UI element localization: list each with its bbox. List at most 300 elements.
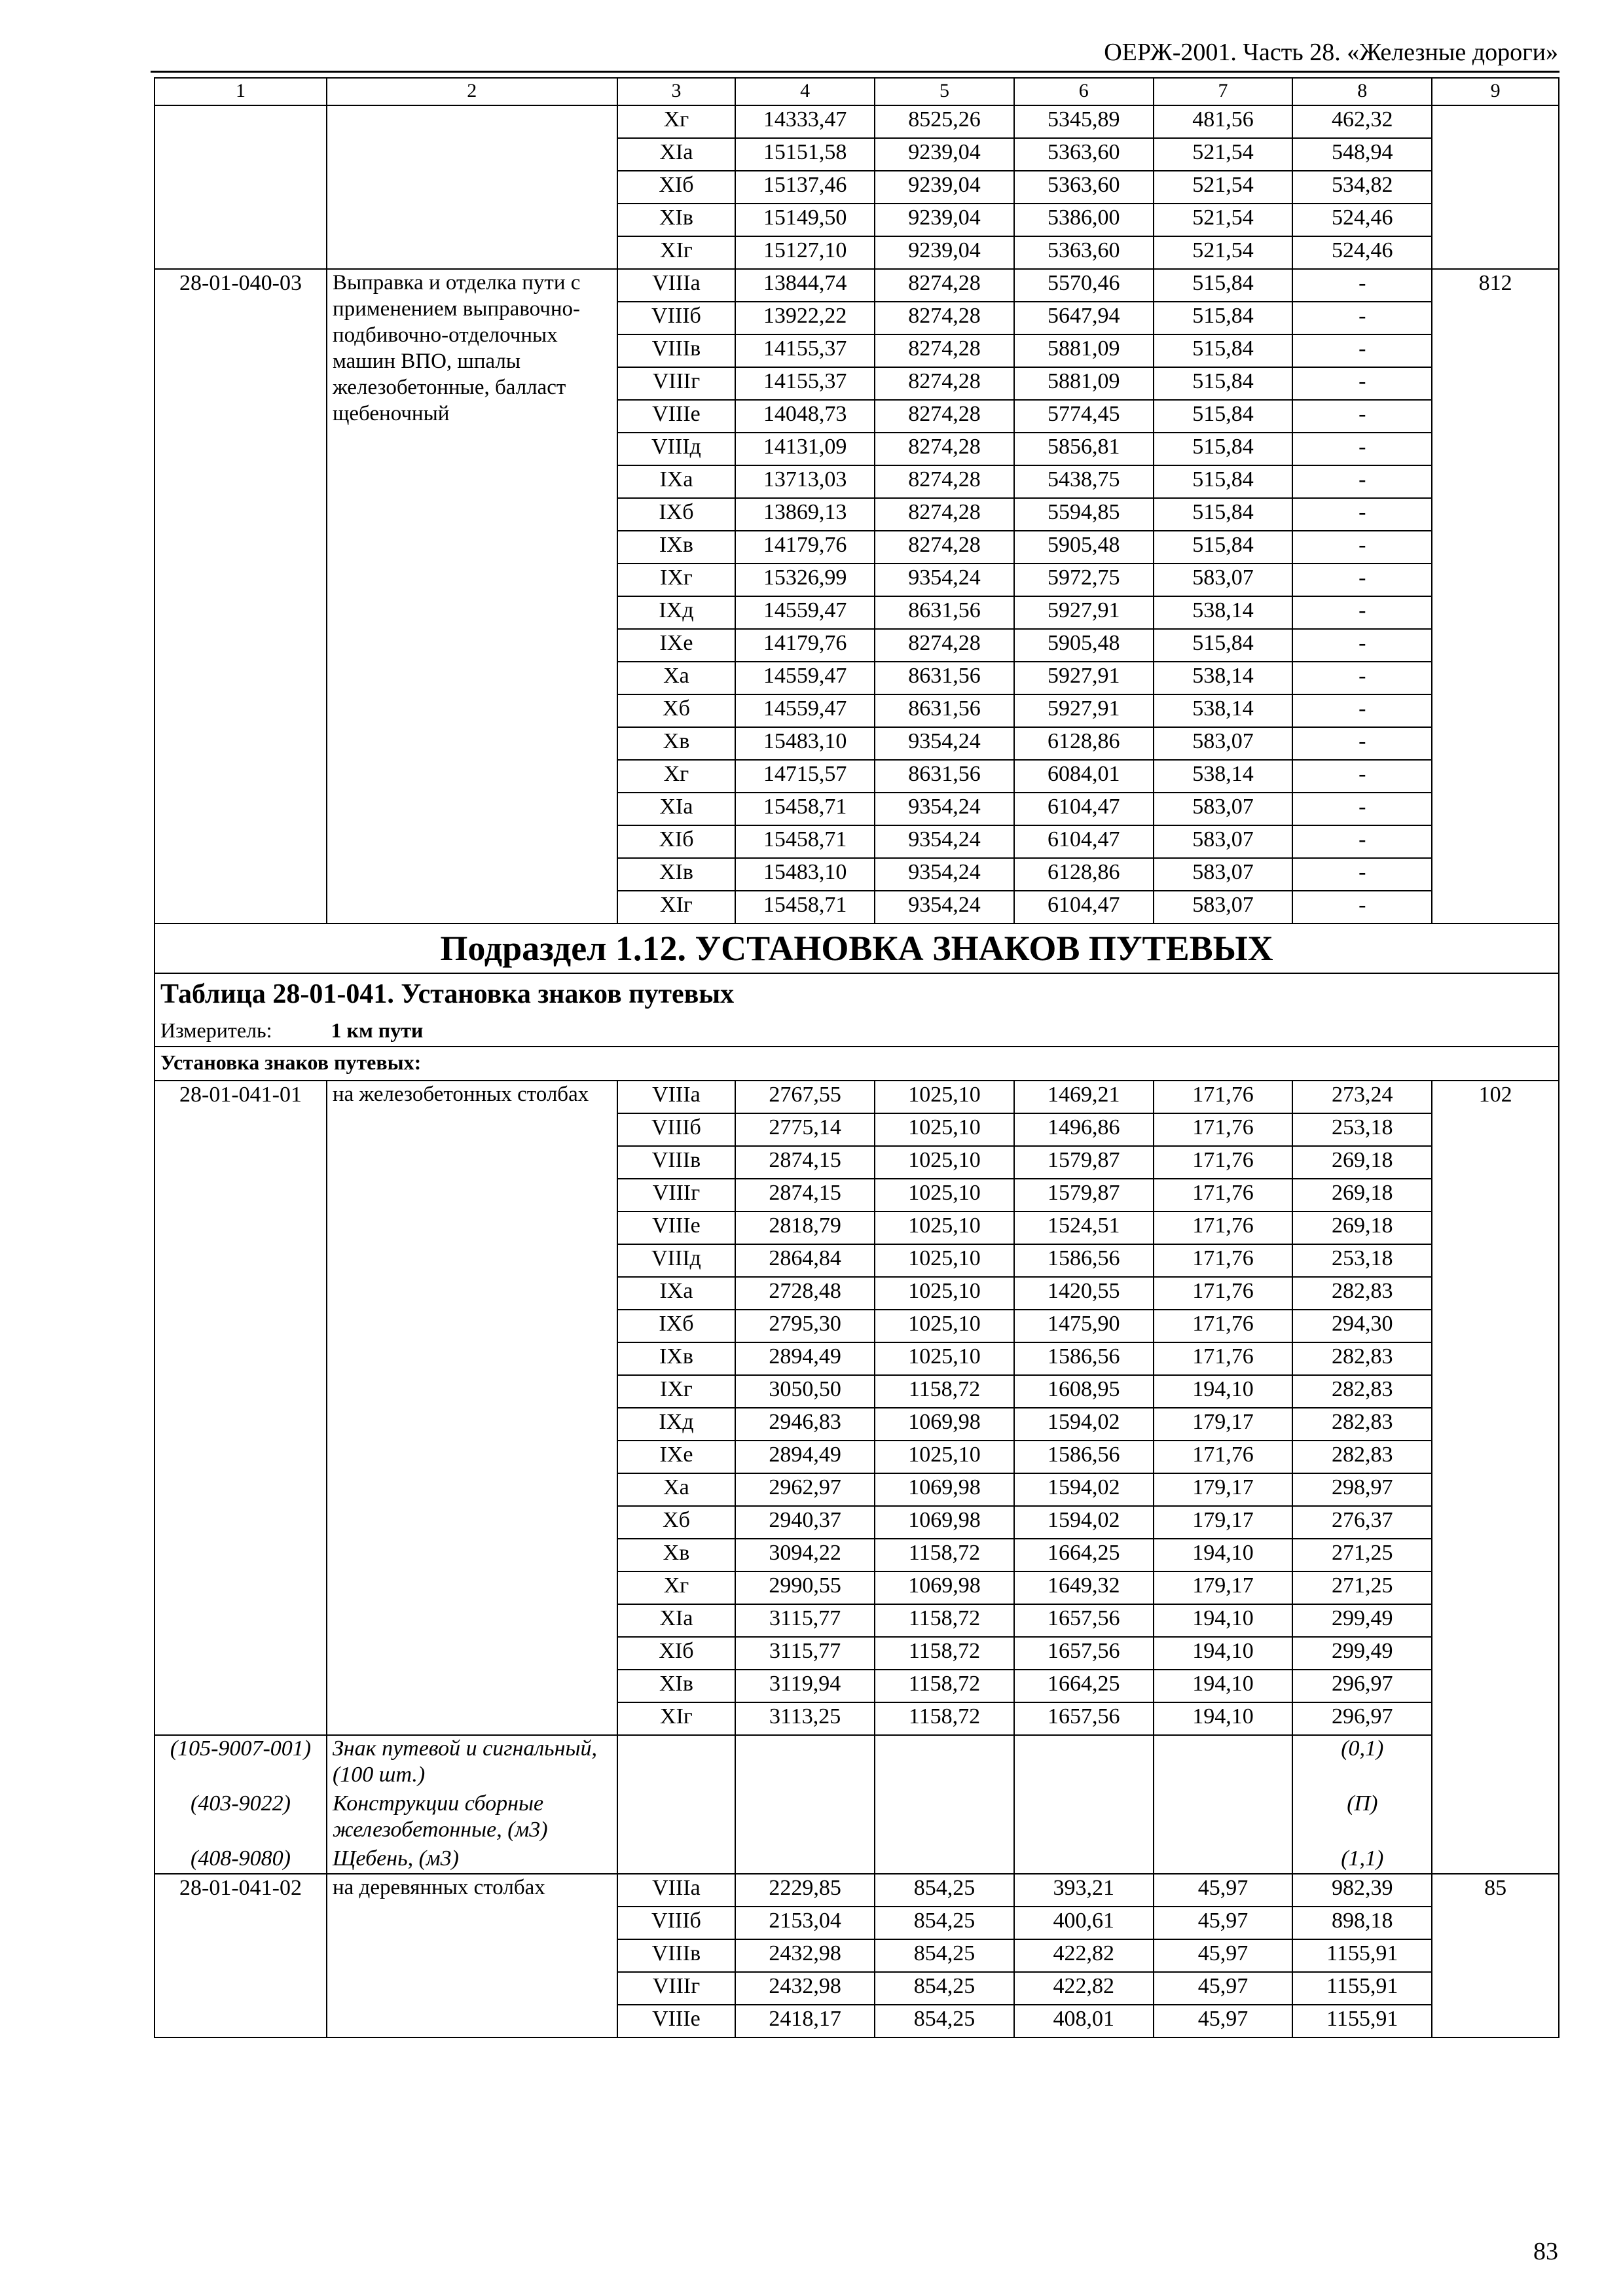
value-cell: 15483,10 bbox=[735, 727, 875, 760]
value-cell: 299,49 bbox=[1292, 1637, 1432, 1670]
value-cell: 194,10 bbox=[1154, 1604, 1293, 1637]
zone-cell: IXв bbox=[617, 1342, 736, 1375]
value-cell: 2728,48 bbox=[735, 1277, 875, 1310]
value-cell: 14715,57 bbox=[735, 760, 875, 793]
value-cell: 6084,01 bbox=[1014, 760, 1154, 793]
value-cell: 583,07 bbox=[1154, 564, 1293, 596]
value-cell: 5856,81 bbox=[1014, 433, 1154, 465]
value-cell: 282,83 bbox=[1292, 1375, 1432, 1408]
value-cell: 3050,50 bbox=[735, 1375, 875, 1408]
value-cell: - bbox=[1292, 891, 1432, 924]
zone-cell: IXб bbox=[617, 1310, 736, 1342]
value-cell: - bbox=[1292, 302, 1432, 334]
subheader-row bbox=[155, 1047, 1559, 1081]
zone-cell: VIIIд bbox=[617, 433, 736, 465]
value-cell: 8274,28 bbox=[875, 334, 1014, 367]
value-cell: 3113,25 bbox=[735, 1702, 875, 1735]
value-cell: 524,46 bbox=[1292, 204, 1432, 236]
value-cell: 583,07 bbox=[1154, 793, 1293, 825]
value-cell: 6128,86 bbox=[1014, 727, 1154, 760]
value-cell: 1069,98 bbox=[875, 1571, 1014, 1604]
value-cell: 515,84 bbox=[1154, 334, 1293, 367]
value-cell: 1594,02 bbox=[1014, 1506, 1154, 1539]
value-cell: 515,84 bbox=[1154, 433, 1293, 465]
value-cell: - bbox=[1292, 531, 1432, 564]
value-cell: 9239,04 bbox=[875, 171, 1014, 204]
value-cell: 15137,46 bbox=[735, 171, 875, 204]
value-cell: 294,30 bbox=[1292, 1310, 1432, 1342]
value-cell: 1025,10 bbox=[875, 1179, 1014, 1211]
value-cell: 8631,56 bbox=[875, 662, 1014, 694]
value-cell: 1657,56 bbox=[1014, 1604, 1154, 1637]
value-cell: 194,10 bbox=[1154, 1670, 1293, 1702]
resource-code-item: (408-9080) bbox=[191, 1846, 291, 1871]
value-cell: 1025,10 bbox=[875, 1081, 1014, 1113]
empty-cell bbox=[1154, 1735, 1293, 1874]
value-cell: 3119,94 bbox=[735, 1670, 875, 1702]
value-cell: - bbox=[1292, 662, 1432, 694]
value-cell: 13713,03 bbox=[735, 465, 875, 498]
value-cell: 538,14 bbox=[1154, 760, 1293, 793]
value-cell: 515,84 bbox=[1154, 269, 1293, 302]
value-cell: 1025,10 bbox=[875, 1342, 1014, 1375]
zone-cell: XIг bbox=[617, 1702, 736, 1735]
running-header: ОЕРЖ-2001. Часть 28. «Железные дороги» bbox=[1104, 39, 1558, 66]
zone-cell: Xг bbox=[617, 760, 736, 793]
value-cell: 2894,49 bbox=[735, 1342, 875, 1375]
page-number: 83 bbox=[1533, 2238, 1558, 2265]
value-cell: 1025,10 bbox=[875, 1211, 1014, 1244]
value-cell: 5363,60 bbox=[1014, 236, 1154, 269]
zone-cell: IXв bbox=[617, 531, 736, 564]
subheader: Установка знаков путевых: bbox=[155, 1047, 1559, 1081]
zone-cell: XIб bbox=[617, 825, 736, 858]
value-cell: 1657,56 bbox=[1014, 1637, 1154, 1670]
value-cell: 14179,76 bbox=[735, 531, 875, 564]
rate-description bbox=[327, 105, 617, 269]
value-cell: 854,25 bbox=[875, 1907, 1014, 1939]
value-cell: 5594,85 bbox=[1014, 498, 1154, 531]
value-cell: 253,18 bbox=[1292, 1244, 1432, 1277]
value-cell: - bbox=[1292, 433, 1432, 465]
value-cell: 2940,37 bbox=[735, 1506, 875, 1539]
labor-cost-cell: 85 bbox=[1432, 1874, 1559, 2037]
measure-row bbox=[155, 1017, 1559, 1047]
zone-cell: VIIIб bbox=[617, 302, 736, 334]
value-cell: - bbox=[1292, 694, 1432, 727]
value-cell: 534,82 bbox=[1292, 171, 1432, 204]
value-cell: 2962,97 bbox=[735, 1473, 875, 1506]
value-cell: - bbox=[1292, 367, 1432, 400]
value-cell: 15483,10 bbox=[735, 858, 875, 891]
value-cell: 854,25 bbox=[875, 1874, 1014, 1907]
data-row bbox=[155, 1081, 1559, 1113]
resource-value bbox=[1292, 1735, 1432, 1874]
value-cell: 854,25 bbox=[875, 2005, 1014, 2037]
column-number: 7 bbox=[1154, 78, 1293, 105]
value-cell: 14155,37 bbox=[735, 334, 875, 367]
column-number: 1 bbox=[155, 78, 327, 105]
value-cell: 8274,28 bbox=[875, 531, 1014, 564]
rate-description: Выправка и отделка пути с применением выправочно-подбивочно-отделочных машин ВПО, шпалы железобетонные, балласт щебеночный bbox=[327, 269, 617, 924]
value-cell: 171,76 bbox=[1154, 1277, 1293, 1310]
value-cell: 298,97 bbox=[1292, 1473, 1432, 1506]
rate-code: 28-01-041-01 bbox=[155, 1081, 327, 1735]
value-cell: 583,07 bbox=[1154, 825, 1293, 858]
value-cell: 1579,87 bbox=[1014, 1146, 1154, 1179]
value-cell: 8274,28 bbox=[875, 367, 1014, 400]
value-cell: 2775,14 bbox=[735, 1113, 875, 1146]
value-cell: 179,17 bbox=[1154, 1506, 1293, 1539]
zone-cell: VIIIд bbox=[617, 1244, 736, 1277]
resource-value-item: (1,1) bbox=[1341, 1846, 1384, 1871]
value-cell: 854,25 bbox=[875, 1972, 1014, 2005]
zone-cell: VIIIе bbox=[617, 2005, 736, 2037]
value-cell: 2153,04 bbox=[735, 1907, 875, 1939]
zone-cell: IXд bbox=[617, 596, 736, 629]
value-cell: 5881,09 bbox=[1014, 334, 1154, 367]
value-cell: 521,54 bbox=[1154, 236, 1293, 269]
value-cell: 8631,56 bbox=[875, 760, 1014, 793]
zone-cell: IXд bbox=[617, 1408, 736, 1441]
value-cell: 1586,56 bbox=[1014, 1244, 1154, 1277]
value-cell: 271,25 bbox=[1292, 1571, 1432, 1604]
value-cell: 1025,10 bbox=[875, 1310, 1014, 1342]
column-number: 5 bbox=[875, 78, 1014, 105]
value-cell: 8274,28 bbox=[875, 302, 1014, 334]
value-cell: 1524,51 bbox=[1014, 1211, 1154, 1244]
zone-cell: IXа bbox=[617, 465, 736, 498]
measure-label: Измеритель: bbox=[160, 1018, 272, 1042]
zone-cell: VIIIа bbox=[617, 1081, 736, 1113]
zone-cell: XIа bbox=[617, 793, 736, 825]
value-cell: 481,56 bbox=[1154, 105, 1293, 138]
measure-cell bbox=[155, 1017, 1559, 1047]
value-cell: 1069,98 bbox=[875, 1473, 1014, 1506]
value-cell: 269,18 bbox=[1292, 1179, 1432, 1211]
value-cell: 13869,13 bbox=[735, 498, 875, 531]
value-cell: 2946,83 bbox=[735, 1408, 875, 1441]
value-cell: 538,14 bbox=[1154, 662, 1293, 694]
value-cell: 2818,79 bbox=[735, 1211, 875, 1244]
column-number: 6 bbox=[1014, 78, 1154, 105]
value-cell: 15326,99 bbox=[735, 564, 875, 596]
resource-name bbox=[327, 1735, 617, 1874]
value-cell: 9354,24 bbox=[875, 858, 1014, 891]
value-cell: 14559,47 bbox=[735, 662, 875, 694]
value-cell: 1025,10 bbox=[875, 1244, 1014, 1277]
zone-cell: VIIIе bbox=[617, 1211, 736, 1244]
zone-cell: XIв bbox=[617, 858, 736, 891]
labor-cost-cell: 812 bbox=[1432, 269, 1559, 924]
value-cell: 548,94 bbox=[1292, 138, 1432, 171]
value-cell: 515,84 bbox=[1154, 367, 1293, 400]
value-cell: 9239,04 bbox=[875, 138, 1014, 171]
zone-cell: XIг bbox=[617, 236, 736, 269]
column-number: 2 bbox=[327, 78, 617, 105]
value-cell: 9354,24 bbox=[875, 891, 1014, 924]
value-cell: - bbox=[1292, 564, 1432, 596]
zone-cell: Xв bbox=[617, 727, 736, 760]
value-cell: 282,83 bbox=[1292, 1441, 1432, 1473]
value-cell: - bbox=[1292, 596, 1432, 629]
zone-cell: IXе bbox=[617, 1441, 736, 1473]
value-cell: 45,97 bbox=[1154, 1907, 1293, 1939]
value-cell: 2795,30 bbox=[735, 1310, 875, 1342]
value-cell: 1155,91 bbox=[1292, 1939, 1432, 1972]
value-cell: 2894,49 bbox=[735, 1441, 875, 1473]
value-cell: 8274,28 bbox=[875, 269, 1014, 302]
value-cell: 538,14 bbox=[1154, 694, 1293, 727]
value-cell: 194,10 bbox=[1154, 1539, 1293, 1571]
value-cell: 1594,02 bbox=[1014, 1473, 1154, 1506]
value-cell: 194,10 bbox=[1154, 1702, 1293, 1735]
zone-cell: VIIIв bbox=[617, 1939, 736, 1972]
value-cell: 1069,98 bbox=[875, 1506, 1014, 1539]
measure-value: 1 км пути bbox=[331, 1018, 424, 1042]
value-cell: 5774,45 bbox=[1014, 400, 1154, 433]
value-cell: 521,54 bbox=[1154, 171, 1293, 204]
value-cell: 1586,56 bbox=[1014, 1342, 1154, 1375]
value-cell: - bbox=[1292, 465, 1432, 498]
empty-cell bbox=[875, 1735, 1014, 1874]
value-cell: 179,17 bbox=[1154, 1408, 1293, 1441]
value-cell: 5570,46 bbox=[1014, 269, 1154, 302]
value-cell: 515,84 bbox=[1154, 498, 1293, 531]
value-cell: 171,76 bbox=[1154, 1310, 1293, 1342]
value-cell: 171,76 bbox=[1154, 1081, 1293, 1113]
value-cell: 515,84 bbox=[1154, 629, 1293, 662]
value-cell: 179,17 bbox=[1154, 1571, 1293, 1604]
value-cell: 269,18 bbox=[1292, 1211, 1432, 1244]
value-cell: 296,97 bbox=[1292, 1702, 1432, 1735]
value-cell: 45,97 bbox=[1154, 1972, 1293, 2005]
value-cell: 5927,91 bbox=[1014, 694, 1154, 727]
value-cell: 269,18 bbox=[1292, 1146, 1432, 1179]
value-cell: 171,76 bbox=[1154, 1179, 1293, 1211]
data-row bbox=[155, 105, 1559, 138]
value-cell: 45,97 bbox=[1154, 2005, 1293, 2037]
zone-cell: VIIIб bbox=[617, 1113, 736, 1146]
value-cell: - bbox=[1292, 498, 1432, 531]
value-cell: 3115,77 bbox=[735, 1604, 875, 1637]
zone-cell: VIIIг bbox=[617, 367, 736, 400]
value-cell: 5647,94 bbox=[1014, 302, 1154, 334]
value-cell: - bbox=[1292, 727, 1432, 760]
value-cell: 3094,22 bbox=[735, 1539, 875, 1571]
value-cell: 5363,60 bbox=[1014, 171, 1154, 204]
value-cell: 14155,37 bbox=[735, 367, 875, 400]
value-cell: 1649,32 bbox=[1014, 1571, 1154, 1604]
value-cell: 14048,73 bbox=[735, 400, 875, 433]
value-cell: 1025,10 bbox=[875, 1277, 1014, 1310]
value-cell: 8274,28 bbox=[875, 433, 1014, 465]
value-cell: 1158,72 bbox=[875, 1604, 1014, 1637]
table-title-row bbox=[155, 973, 1559, 1017]
value-cell: 5927,91 bbox=[1014, 662, 1154, 694]
resources-row bbox=[155, 1735, 1559, 1874]
value-cell: 5927,91 bbox=[1014, 596, 1154, 629]
value-cell: 5905,48 bbox=[1014, 629, 1154, 662]
column-number: 3 bbox=[617, 78, 736, 105]
column-numbers-row bbox=[155, 78, 1559, 105]
value-cell: - bbox=[1292, 629, 1432, 662]
value-cell: 1496,86 bbox=[1014, 1113, 1154, 1146]
value-cell: 6104,47 bbox=[1014, 793, 1154, 825]
value-cell: 9354,24 bbox=[875, 564, 1014, 596]
value-cell: 1608,95 bbox=[1014, 1375, 1154, 1408]
rates-table bbox=[154, 77, 1559, 2038]
zone-cell: Xг bbox=[617, 105, 736, 138]
table-title: Таблица 28-01-041. Установка знаков путевых bbox=[155, 973, 1559, 1017]
value-cell: 8274,28 bbox=[875, 498, 1014, 531]
value-cell: 13922,22 bbox=[735, 302, 875, 334]
value-cell: 9354,24 bbox=[875, 825, 1014, 858]
value-cell: 171,76 bbox=[1154, 1113, 1293, 1146]
empty-cell bbox=[735, 1735, 875, 1874]
value-cell: 2229,85 bbox=[735, 1874, 875, 1907]
value-cell: 1664,25 bbox=[1014, 1539, 1154, 1571]
column-number: 8 bbox=[1292, 78, 1432, 105]
zone-cell: IXб bbox=[617, 498, 736, 531]
zone-cell: XIв bbox=[617, 1670, 736, 1702]
value-cell: 1158,72 bbox=[875, 1375, 1014, 1408]
resource-value-item: (П) bbox=[1347, 1791, 1378, 1816]
value-cell: 8274,28 bbox=[875, 465, 1014, 498]
value-cell: - bbox=[1292, 760, 1432, 793]
value-cell: 6104,47 bbox=[1014, 825, 1154, 858]
value-cell: 583,07 bbox=[1154, 727, 1293, 760]
zone-cell: VIIIг bbox=[617, 1972, 736, 2005]
value-cell: 14179,76 bbox=[735, 629, 875, 662]
zone-cell: Xа bbox=[617, 662, 736, 694]
resource-name-item: Знак путевой и сигнальный, (100 шт.) bbox=[332, 1736, 598, 1787]
value-cell: 982,39 bbox=[1292, 1874, 1432, 1907]
value-cell: 171,76 bbox=[1154, 1441, 1293, 1473]
rate-description: на железобетонных столбах bbox=[327, 1081, 617, 1735]
zone-cell: IXе bbox=[617, 629, 736, 662]
rate-description: на деревянных столбах bbox=[327, 1874, 617, 2037]
value-cell: 1586,56 bbox=[1014, 1441, 1154, 1473]
zone-cell: Xа bbox=[617, 1473, 736, 1506]
value-cell: 273,24 bbox=[1292, 1081, 1432, 1113]
value-cell: 1158,72 bbox=[875, 1670, 1014, 1702]
value-cell: 13844,74 bbox=[735, 269, 875, 302]
value-cell: 2432,98 bbox=[735, 1939, 875, 1972]
value-cell: 15149,50 bbox=[735, 204, 875, 236]
resource-code-item: (105-9007-001) bbox=[170, 1736, 312, 1761]
value-cell: 2874,15 bbox=[735, 1146, 875, 1179]
value-cell: - bbox=[1292, 793, 1432, 825]
value-cell: 1594,02 bbox=[1014, 1408, 1154, 1441]
rate-code: 28-01-040-03 bbox=[155, 269, 327, 924]
value-cell: 1025,10 bbox=[875, 1146, 1014, 1179]
zone-cell: Xв bbox=[617, 1539, 736, 1571]
value-cell: 2874,15 bbox=[735, 1179, 875, 1211]
value-cell: 408,01 bbox=[1014, 2005, 1154, 2037]
resource-value-item: (0,1) bbox=[1341, 1736, 1384, 1761]
value-cell: - bbox=[1292, 858, 1432, 891]
value-cell: 5345,89 bbox=[1014, 105, 1154, 138]
value-cell: 14559,47 bbox=[735, 694, 875, 727]
value-cell: 6128,86 bbox=[1014, 858, 1154, 891]
value-cell: 583,07 bbox=[1154, 891, 1293, 924]
value-cell: 253,18 bbox=[1292, 1113, 1432, 1146]
value-cell: 2432,98 bbox=[735, 1972, 875, 2005]
zone-cell: VIIIе bbox=[617, 400, 736, 433]
value-cell: 14333,47 bbox=[735, 105, 875, 138]
value-cell: 1579,87 bbox=[1014, 1179, 1154, 1211]
value-cell: 1158,72 bbox=[875, 1702, 1014, 1735]
value-cell: 538,14 bbox=[1154, 596, 1293, 629]
value-cell: 194,10 bbox=[1154, 1637, 1293, 1670]
value-cell: 3115,77 bbox=[735, 1637, 875, 1670]
value-cell: 9239,04 bbox=[875, 204, 1014, 236]
value-cell: 45,97 bbox=[1154, 1874, 1293, 1907]
value-cell: 8631,56 bbox=[875, 596, 1014, 629]
value-cell: 171,76 bbox=[1154, 1342, 1293, 1375]
column-number: 4 bbox=[735, 78, 875, 105]
value-cell: 1420,55 bbox=[1014, 1277, 1154, 1310]
value-cell: 5972,75 bbox=[1014, 564, 1154, 596]
empty-cell bbox=[617, 1735, 736, 1874]
value-cell: 2990,55 bbox=[735, 1571, 875, 1604]
zone-cell: IXа bbox=[617, 1277, 736, 1310]
value-cell: 1475,90 bbox=[1014, 1310, 1154, 1342]
zone-cell: IXг bbox=[617, 1375, 736, 1408]
value-cell: 400,61 bbox=[1014, 1907, 1154, 1939]
value-cell: 271,25 bbox=[1292, 1539, 1432, 1571]
value-cell: 8525,26 bbox=[875, 105, 1014, 138]
value-cell: 171,76 bbox=[1154, 1146, 1293, 1179]
resource-code bbox=[155, 1735, 327, 1874]
value-cell: 583,07 bbox=[1154, 858, 1293, 891]
zone-cell: VIIIв bbox=[617, 1146, 736, 1179]
value-cell: 282,83 bbox=[1292, 1342, 1432, 1375]
value-cell: 296,97 bbox=[1292, 1670, 1432, 1702]
value-cell: 521,54 bbox=[1154, 204, 1293, 236]
zone-cell: Xб bbox=[617, 694, 736, 727]
value-cell: 2864,84 bbox=[735, 1244, 875, 1277]
data-row bbox=[155, 1874, 1559, 1907]
resource-name-item: Щебень, (м3) bbox=[332, 1846, 459, 1871]
value-cell: 8274,28 bbox=[875, 400, 1014, 433]
data-row bbox=[155, 269, 1559, 302]
value-cell: 299,49 bbox=[1292, 1604, 1432, 1637]
zone-cell: XIа bbox=[617, 1604, 736, 1637]
zone-cell: VIIIб bbox=[617, 1907, 736, 1939]
value-cell: 282,83 bbox=[1292, 1277, 1432, 1310]
value-cell: 1025,10 bbox=[875, 1441, 1014, 1473]
empty-cell bbox=[1014, 1735, 1154, 1874]
value-cell: 8631,56 bbox=[875, 694, 1014, 727]
value-cell: 45,97 bbox=[1154, 1939, 1293, 1972]
value-cell: 515,84 bbox=[1154, 302, 1293, 334]
value-cell: 1657,56 bbox=[1014, 1702, 1154, 1735]
labor-cost-cell: 102 bbox=[1432, 1081, 1559, 1874]
value-cell: 15458,71 bbox=[735, 891, 875, 924]
zone-cell: VIIIа bbox=[617, 1874, 736, 1907]
resource-code-item: (403-9022) bbox=[191, 1791, 291, 1816]
value-cell: 276,37 bbox=[1292, 1506, 1432, 1539]
section-row bbox=[155, 924, 1559, 973]
value-cell: 5905,48 bbox=[1014, 531, 1154, 564]
value-cell: 422,82 bbox=[1014, 1939, 1154, 1972]
value-cell: 2418,17 bbox=[735, 2005, 875, 2037]
section-title: Подраздел 1.12. УСТАНОВКА ЗНАКОВ ПУТЕВЫХ bbox=[155, 924, 1559, 973]
zone-cell: Xг bbox=[617, 1571, 736, 1604]
value-cell: 393,21 bbox=[1014, 1874, 1154, 1907]
